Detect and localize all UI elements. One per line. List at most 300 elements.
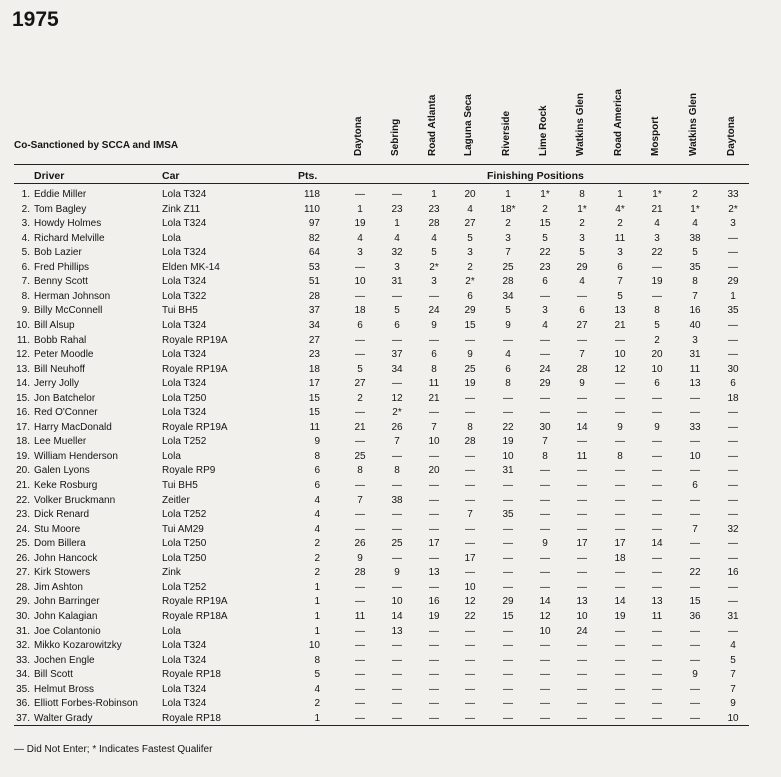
result-cell: 2 [357,392,363,404]
result-cell: — [615,523,625,535]
points-cell: 18 [308,363,320,375]
driver-cell: Bill Scott [34,669,73,681]
result-cell: — [503,669,513,681]
points-cell: 110 [304,203,320,215]
result-cell: 8 [505,378,511,390]
driver-cell: John Barringer [34,596,100,608]
result-cell: 10 [651,363,663,375]
rank-cell: 12. [16,349,30,361]
result-cell: — [540,654,550,666]
result-cell: — [503,698,513,710]
result-cell: 16 [689,305,701,317]
result-cell: — [540,552,550,564]
result-cell: 32 [727,523,739,535]
result-cell: — [652,407,662,419]
result-cell: — [540,480,550,491]
race-header [575,84,589,156]
result-cell: — [728,247,738,259]
result-cell: 4 [730,640,736,652]
points-cell: 23 [308,349,320,361]
rank-cell: 1. [21,189,30,200]
car-cell: Lola T250 [162,392,207,404]
result-cell: — [540,683,550,695]
result-cell: — [577,509,587,521]
result-cell: 9 [692,669,698,681]
points-cell: 9 [314,436,320,448]
table-row [0,304,781,318]
car-cell: Royale RP18 [162,669,221,681]
points-cell: 118 [304,189,320,200]
result-cell: 8 [617,450,623,462]
result-cell: 25 [502,261,514,273]
car-cell: Lola T324 [162,407,207,419]
table-row [0,479,781,493]
result-cell: 2 [467,261,473,273]
result-cell: — [728,349,738,361]
result-cell: — [429,698,439,710]
result-cell: 13 [651,596,663,608]
result-cell: 28 [464,436,476,448]
result-cell: — [577,436,587,448]
car-cell: Lola T250 [162,552,207,564]
rank-cell: 22. [16,494,30,506]
points-cell: 2 [314,698,320,710]
result-cell: 29 [464,305,476,317]
rank-cell: 15. [16,392,30,404]
result-cell: — [652,450,662,462]
result-cell: 3 [394,261,400,273]
car-cell: Elden MK-14 [162,261,220,273]
result-cell: 18* [500,203,516,215]
result-cell: 7 [357,494,363,506]
result-cell: 10 [689,450,701,462]
result-cell: — [392,683,402,695]
result-cell: — [503,625,513,637]
car-cell: Lola T252 [162,509,207,521]
driver-cell: Red O'Conner [34,407,98,419]
result-cell: — [690,509,700,521]
table-row [0,581,781,595]
result-cell: 23 [391,203,403,215]
result-cell: 20 [651,349,663,361]
result-cell: — [615,436,625,448]
rank-cell: 3. [21,218,30,230]
result-cell: — [728,494,738,506]
race-header-label: Road America [613,89,624,156]
result-cell: 8 [654,305,660,317]
result-cell: — [503,494,513,506]
table-row [0,712,781,726]
result-cell: 10 [391,596,403,608]
driver-cell: Bob Lazier [34,247,82,259]
result-cell: — [392,450,402,462]
result-cell: 12 [614,363,626,375]
race-header [427,84,441,156]
driver-cell: John Hancock [34,552,98,564]
result-cell: — [690,436,700,448]
race-header-label: Daytona [726,116,737,156]
car-cell: Lola T324 [162,349,207,361]
result-cell: — [540,334,550,346]
car-cell: Zink Z11 [162,203,201,215]
table-row [0,217,781,231]
result-cell: — [429,654,439,666]
result-cell: — [392,480,402,491]
result-cell: — [577,640,587,652]
rank-cell: 4. [21,232,30,244]
rank-cell: 14. [16,378,30,390]
result-cell: — [540,465,550,477]
result-cell: 7 [692,523,698,535]
result-cell: — [465,654,475,666]
table-row [0,552,781,566]
result-cell: 7 [431,421,437,433]
result-cell: 17 [576,538,588,550]
page-title: 1975 [12,8,59,31]
result-cell: 31 [689,349,701,361]
result-cell: 16 [428,596,440,608]
driver-header: Driver [34,170,65,182]
driver-cell: Jim Ashton [34,581,83,593]
result-cell: 10 [727,712,739,724]
result-cell: — [465,465,475,477]
result-cell: — [728,509,738,521]
result-cell: — [540,407,550,419]
result-cell: 19 [502,436,514,448]
car-cell: Lola T252 [162,581,207,593]
result-cell: 9 [467,349,473,361]
car-cell: Lola T324 [162,218,207,230]
result-cell: 24 [428,305,440,317]
result-cell: — [577,683,587,695]
driver-cell: John Kalagian [34,610,98,622]
result-cell: — [540,349,550,361]
header-bottom-rule [14,183,749,184]
result-cell: 4 [505,349,511,361]
result-cell: 5 [394,305,400,317]
result-cell: — [615,567,625,579]
result-cell: — [652,290,662,302]
result-cell: — [355,698,365,710]
result-cell: 23 [428,203,440,215]
result-cell: — [577,465,587,477]
result-cell: — [355,669,365,681]
result-cell: 2* [392,407,402,419]
result-cell: — [615,712,625,724]
driver-cell: Mikko Kozarowitzky [34,640,122,652]
result-cell: — [540,669,550,681]
result-cell: 22 [539,247,551,259]
driver-cell: Tom Bagley [34,203,87,215]
result-cell: — [615,334,625,346]
result-cell: 1* [690,203,700,215]
result-cell: 7 [579,349,585,361]
result-cell: 13 [576,596,588,608]
result-cell: — [503,334,513,346]
result-cell: — [690,654,700,666]
result-cell: 9 [505,319,511,331]
result-cell: 26 [391,421,403,433]
result-cell: — [429,509,439,521]
result-cell: 6 [617,261,623,273]
result-cell: 11 [428,378,440,390]
result-cell: — [355,625,365,637]
result-cell: — [465,407,475,419]
result-cell: 2 [579,218,585,230]
rank-cell: 11. [16,334,30,346]
result-cell: 8 [431,363,437,375]
result-cell: 7 [692,290,698,302]
result-cell: — [615,378,625,390]
result-cell: — [465,523,475,535]
result-cell: 10 [464,581,476,593]
driver-cell: Herman Johnson [34,290,111,302]
table-row [0,683,781,697]
table-row [0,595,781,609]
car-cell: Lola [162,625,181,637]
result-cell: 19 [354,218,366,230]
driver-cell: William Henderson [34,450,118,462]
rank-cell: 6. [21,261,30,273]
result-cell: 11 [354,610,366,622]
result-cell: — [355,712,365,724]
result-cell: 7 [394,436,400,448]
result-cell: — [392,509,402,521]
result-cell: — [577,494,587,506]
race-header [501,84,515,156]
result-cell: — [503,552,513,564]
result-cell: 30 [727,363,739,375]
points-cell: 51 [308,276,320,288]
result-cell: 10 [502,450,514,462]
result-cell: 7 [467,509,473,521]
table-row [0,348,781,362]
result-cell: — [690,552,700,564]
result-cell: — [652,552,662,564]
result-cell: — [577,290,587,302]
points-cell: 4 [314,509,320,521]
result-cell: — [392,712,402,724]
result-cell: — [540,290,550,302]
result-cell: — [465,669,475,681]
header-top-rule [14,164,749,165]
result-cell: 8 [467,421,473,433]
result-cell: — [429,669,439,681]
car-cell: Lola T324 [162,654,207,666]
driver-cell: Dom Billera [34,538,86,550]
result-cell: 5 [505,305,511,317]
result-cell: — [355,654,365,666]
result-cell: 27 [354,378,366,390]
car-cell: Lola T250 [162,538,207,550]
result-cell: — [615,392,625,404]
driver-cell: Volker Bruckmann [34,494,116,506]
result-cell: 18 [354,305,366,317]
result-cell: — [540,567,550,579]
points-cell: 2 [314,538,320,550]
result-cell: 32 [391,247,403,259]
result-cell: 17 [464,552,476,564]
points-cell: 28 [308,290,320,302]
table-row [0,261,781,275]
result-cell: — [652,625,662,637]
result-cell: — [615,625,625,637]
result-cell: 6 [542,276,548,288]
result-cell: 6 [467,290,473,302]
result-cell: — [690,465,700,477]
result-cell: 25 [391,538,403,550]
result-cell: 10 [428,436,440,448]
result-cell: — [577,654,587,666]
race-header [688,84,702,156]
result-cell: 7 [542,436,548,448]
result-cell: — [728,334,738,346]
result-cell: — [429,494,439,506]
result-cell: 1 [357,203,363,215]
result-cell: 5 [692,247,698,259]
result-cell: — [728,625,738,637]
result-cell: — [577,712,587,724]
points-cell: 82 [308,232,320,244]
rank-cell: 37. [16,712,30,724]
table-row [0,625,781,639]
result-cell: 31 [502,465,514,477]
result-cell: — [429,625,439,637]
points-cell: 1 [314,610,320,622]
car-cell: Zeitler [162,494,190,506]
table-row [0,377,781,391]
table-row [0,654,781,668]
rank-cell: 21. [16,480,30,491]
driver-cell: Benny Scott [34,276,88,288]
result-cell: — [540,523,550,535]
result-cell: — [690,407,700,419]
result-cell: 10 [576,610,588,622]
result-cell: 28 [502,276,514,288]
result-cell: — [577,407,587,419]
points-cell: 10 [308,640,320,652]
result-cell: 4* [615,203,625,215]
race-header-label: Daytona [353,116,364,156]
table-row [0,537,781,551]
points-cell: 1 [314,596,320,608]
driver-cell: Walter Grady [34,712,93,724]
points-cell: 27 [308,334,320,346]
table-row [0,406,781,420]
result-cell: 10 [539,625,551,637]
result-cell: 29 [576,261,588,273]
result-cell: 5 [617,290,623,302]
result-cell: 29 [539,378,551,390]
result-cell: 36 [689,610,701,622]
result-cell: — [577,698,587,710]
result-cell: 10 [354,276,366,288]
result-cell: 1 [730,290,736,302]
points-header: Pts. [298,170,318,182]
result-cell: — [615,669,625,681]
result-cell: 22 [651,247,663,259]
rank-cell: 32. [16,640,30,652]
result-cell: 27 [576,319,588,331]
points-cell: 6 [314,465,320,477]
result-cell: — [577,480,587,491]
result-cell: — [577,581,587,593]
car-cell: Royale RP19A [162,334,228,346]
result-cell: 6 [394,319,400,331]
result-cell: 6 [431,349,437,361]
result-cell: 3 [654,232,660,244]
result-cell: — [429,552,439,564]
result-cell: — [503,712,513,724]
result-cell: — [690,625,700,637]
result-cell: 11 [576,450,588,462]
result-cell: — [728,407,738,419]
result-cell: 3 [431,276,437,288]
result-cell: 14 [391,610,403,622]
result-cell: — [690,581,700,593]
table-row [0,464,781,478]
rank-cell: 36. [16,698,30,710]
result-cell: 1 [617,189,623,200]
result-cell: 13 [614,305,626,317]
driver-cell: Kirk Stowers [34,567,91,579]
car-cell: Lola T324 [162,698,207,710]
result-cell: 13 [689,378,701,390]
result-cell: 17 [614,538,626,550]
finishing-positions-header: Finishing Positions [487,170,584,182]
result-cell: — [465,698,475,710]
result-cell: 9 [730,698,736,710]
result-cell: 9 [617,421,623,433]
driver-cell: Peter Moodle [34,349,94,361]
result-cell: — [503,567,513,579]
result-cell: 1* [540,189,550,200]
driver-cell: Eddie Miller [34,189,87,200]
table-row [0,435,781,449]
result-cell: 8 [394,465,400,477]
rank-cell: 26. [16,552,30,564]
result-cell: 3 [579,232,585,244]
result-cell: 15 [464,319,476,331]
result-cell: 15 [502,610,514,622]
result-cell: — [690,538,700,550]
result-cell: — [465,450,475,462]
result-cell: 25 [464,363,476,375]
result-cell: — [465,480,475,491]
result-cell: — [355,480,365,491]
result-cell: — [503,480,513,491]
driver-cell: Jochen Engle [34,654,95,666]
result-cell: — [540,712,550,724]
result-cell: — [540,509,550,521]
car-cell: Royale RP9 [162,465,216,477]
table-row [0,639,781,653]
result-cell: — [652,581,662,593]
points-cell: 15 [308,407,320,419]
result-cell: 7 [730,669,736,681]
race-header [613,84,627,156]
car-cell: Lola T324 [162,189,207,200]
result-cell: — [503,407,513,419]
result-cell: — [728,538,738,550]
result-cell: 5 [654,319,660,331]
result-cell: 18 [614,552,626,564]
result-cell: — [429,523,439,535]
result-cell: — [728,465,738,477]
race-header-label: Laguna Seca [463,94,474,156]
driver-cell: Harry MacDonald [34,421,112,433]
result-cell: 1 [394,218,400,230]
